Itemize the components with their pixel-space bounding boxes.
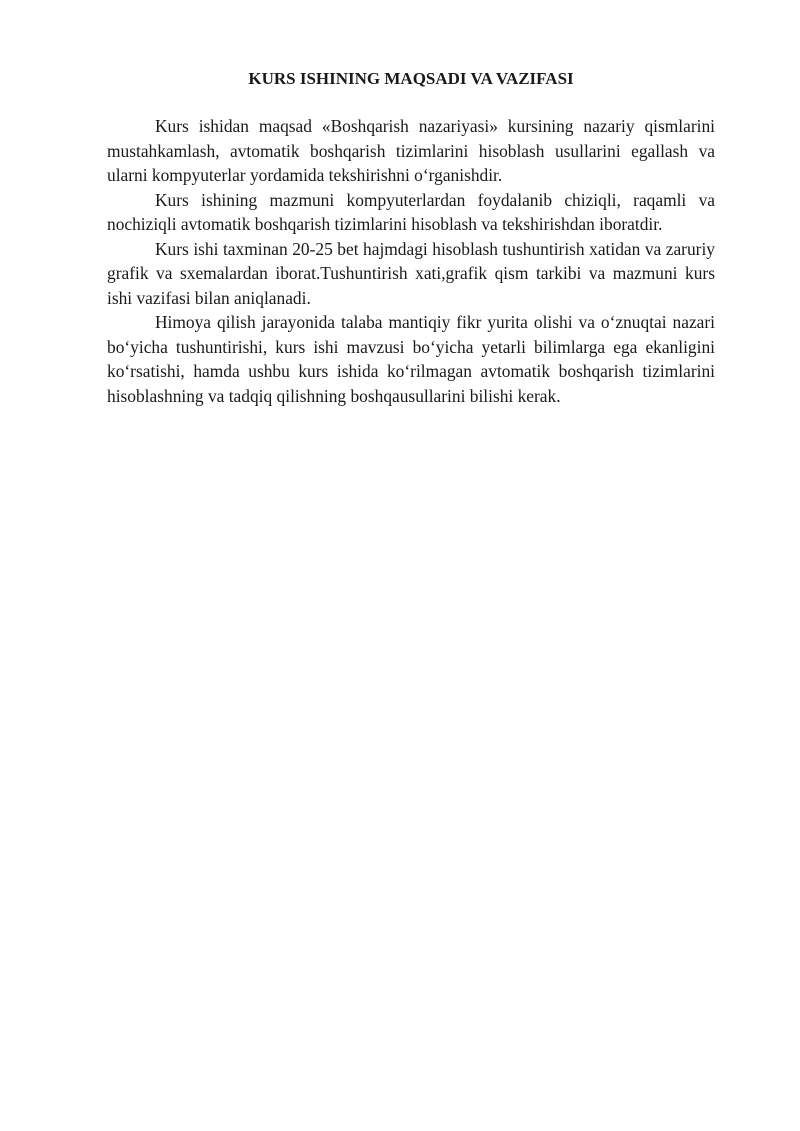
document-body	[107, 67, 715, 408]
paragraph-defense: Himoya qilish jarayonida talaba mantiqiy fikr yurita olishi va oʻznuqtai nazari boʻyicha tushuntirishi, kurs ishi mavzusi boʻyicha yetarli bilimlarga ega ekanligini koʻrsatishi, hamda ushbu kurs ishida koʻrilmagan avtomatik boshqarish tizimlarini hisoblashning va tadqiq qilishning boshqausullarini bilishi kerak.	[107, 312, 715, 406]
paragraph-volume: Kurs ishi taxminan 20-25 bet hajmdagi hisoblash tushuntirish xatidan va zaruriy grafik va sxemalardan iborat.Tushuntirish xati,grafik qism tarkibi va mazmuni kurs ishi vazifasi bilan aniqlanadi.	[107, 238, 715, 308]
paragraph-content: Kurs ishining mazmuni kompyuterlardan foydalanib chiziqli, raqamli va nochiziqli avtomatik boshqarish tizimlarini hisoblash va tekshirishdan iboratdir.	[107, 189, 715, 234]
paragraph-purpose: Kurs ishidan maqsad «Boshqarish nazariyasi» kursining nazariy qismlarini mustahkamlash, avtomatik boshqarish tizimlarini hisoblash usullarini egallash va ularni kompyuterlar yordamida tekshirishni oʻrganishdir.	[107, 116, 715, 185]
document-title: KURS ISHINING MAQSADI VA VAZIFASI	[248, 69, 574, 88]
